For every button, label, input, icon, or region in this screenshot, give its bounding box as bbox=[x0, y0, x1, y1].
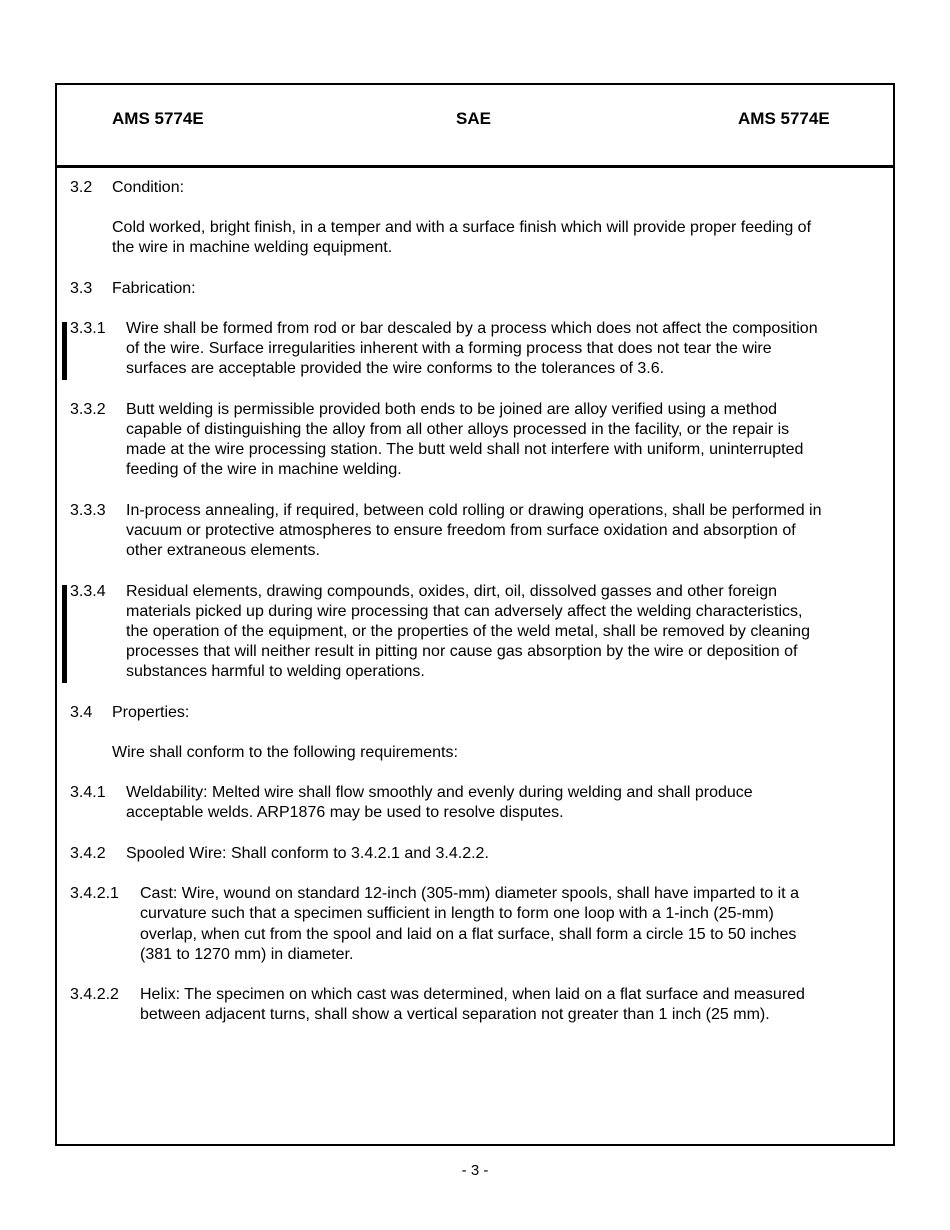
section-number-3-4-1: 3.4.1 bbox=[70, 784, 106, 801]
section-number-3-4-2: 3.4.2 bbox=[70, 845, 106, 862]
header-org: SAE bbox=[456, 109, 491, 128]
paragraph-line: Spooled Wire: Shall conform to 3.4.2.1 and 3.4.2.2. bbox=[126, 845, 489, 862]
paragraph-line: Cast: Wire, wound on standard 12-inch (305-mm) diameter spools, shall have imparted to it a bbox=[140, 885, 799, 902]
paragraph-line: between adjacent turns, shall show a vertical separation not greater than 1 inch (25 mm). bbox=[140, 1006, 770, 1023]
paragraph-line: Cold worked, bright finish, in a temper and with a surface finish which will provide proper feeding of bbox=[112, 219, 812, 236]
section-number-3-4-2-2: 3.4.2.2 bbox=[70, 986, 119, 1003]
paragraph-line: vacuum or protective atmospheres to ensure freedom from surface oxidation and absorption of bbox=[126, 522, 796, 539]
paragraph-line: the operation of the equipment, or the properties of the weld metal, shall be removed by cleaning bbox=[126, 623, 810, 640]
section-number-3-3: 3.3 bbox=[70, 280, 93, 297]
paragraph-line: surfaces are acceptable provided the wire conforms to the tolerances of 3.6. bbox=[126, 360, 665, 377]
section-number-3-3-1: 3.3.1 bbox=[70, 320, 106, 337]
paragraph-line: overlap, when cut from the spool and laid on a flat surface, shall form a circle 15 to 50 inches bbox=[140, 926, 797, 943]
paragraph-line: of the wire. Surface irregularities inherent with a forming process that does not tear the wire bbox=[126, 340, 772, 357]
header-divider bbox=[55, 165, 895, 168]
paragraph-line: processes that will neither result in pitting nor cause gas absorption by the wire or deposition of bbox=[126, 643, 798, 660]
paragraph-line: acceptable welds. ARP1876 may be used to resolve disputes. bbox=[126, 804, 564, 821]
section-title-condition: Condition: bbox=[112, 179, 185, 196]
paragraph-line: Wire shall conform to the following requirements: bbox=[112, 744, 458, 761]
section-number-3-4: 3.4 bbox=[70, 704, 93, 721]
paragraph-line: Butt welding is permissible provided both ends to be joined are alloy verified using a method bbox=[126, 401, 778, 418]
section-number-3-3-4: 3.3.4 bbox=[70, 583, 106, 600]
paragraph-line: other extraneous elements. bbox=[126, 542, 320, 559]
paragraph-line: curvature such that a specimen sufficient in length to form one loop with a 1-inch (25-mm) bbox=[140, 905, 774, 922]
paragraph-line: Helix: The specimen on which cast was determined, when laid on a flat surface and measured bbox=[140, 986, 805, 1003]
section-title-fabrication: Fabrication: bbox=[112, 280, 196, 297]
section-number-3-4-2-1: 3.4.2.1 bbox=[70, 885, 119, 902]
revision-bar-3-3-4 bbox=[62, 585, 67, 683]
revision-bar-3-3-1 bbox=[62, 322, 67, 380]
section-number-3-3-3: 3.3.3 bbox=[70, 502, 106, 519]
paragraph-line: capable of distinguishing the alloy from all other alloys processed in the facility, or the repair is bbox=[126, 421, 790, 438]
paragraph-line: feeding of the wire in machine welding. bbox=[126, 461, 402, 478]
paragraph-line: Residual elements, drawing compounds, oxides, dirt, oil, dissolved gasses and other foreign bbox=[126, 583, 778, 600]
page-number: - 3 - bbox=[461, 1162, 489, 1179]
section-number-3-2: 3.2 bbox=[70, 179, 93, 196]
paragraph-line: the wire in machine welding equipment. bbox=[112, 239, 393, 256]
paragraph-line: substances harmful to welding operations. bbox=[126, 663, 425, 680]
paragraph-line: made at the wire processing station. The butt weld shall not interfere with uniform, uninterrupted bbox=[126, 441, 804, 458]
paragraph-line: In-process annealing, if required, between cold rolling or drawing operations, shall be performed in bbox=[126, 502, 822, 519]
paragraph-line: materials picked up during wire processing that can adversely affect the welding characteristics, bbox=[126, 603, 803, 620]
header-spec-left: AMS 5774E bbox=[112, 109, 204, 128]
section-number-3-3-2: 3.3.2 bbox=[70, 401, 106, 418]
paragraph-line: (381 to 1270 mm) in diameter. bbox=[140, 946, 354, 963]
header-spec-right: AMS 5774E bbox=[738, 109, 830, 128]
section-title-properties: Properties: bbox=[112, 704, 190, 721]
paragraph-line: Wire shall be formed from rod or bar descaled by a process which does not affect the composition bbox=[126, 320, 818, 337]
paragraph-line: Weldability: Melted wire shall flow smoothly and evenly during welding and shall produce bbox=[126, 784, 753, 801]
